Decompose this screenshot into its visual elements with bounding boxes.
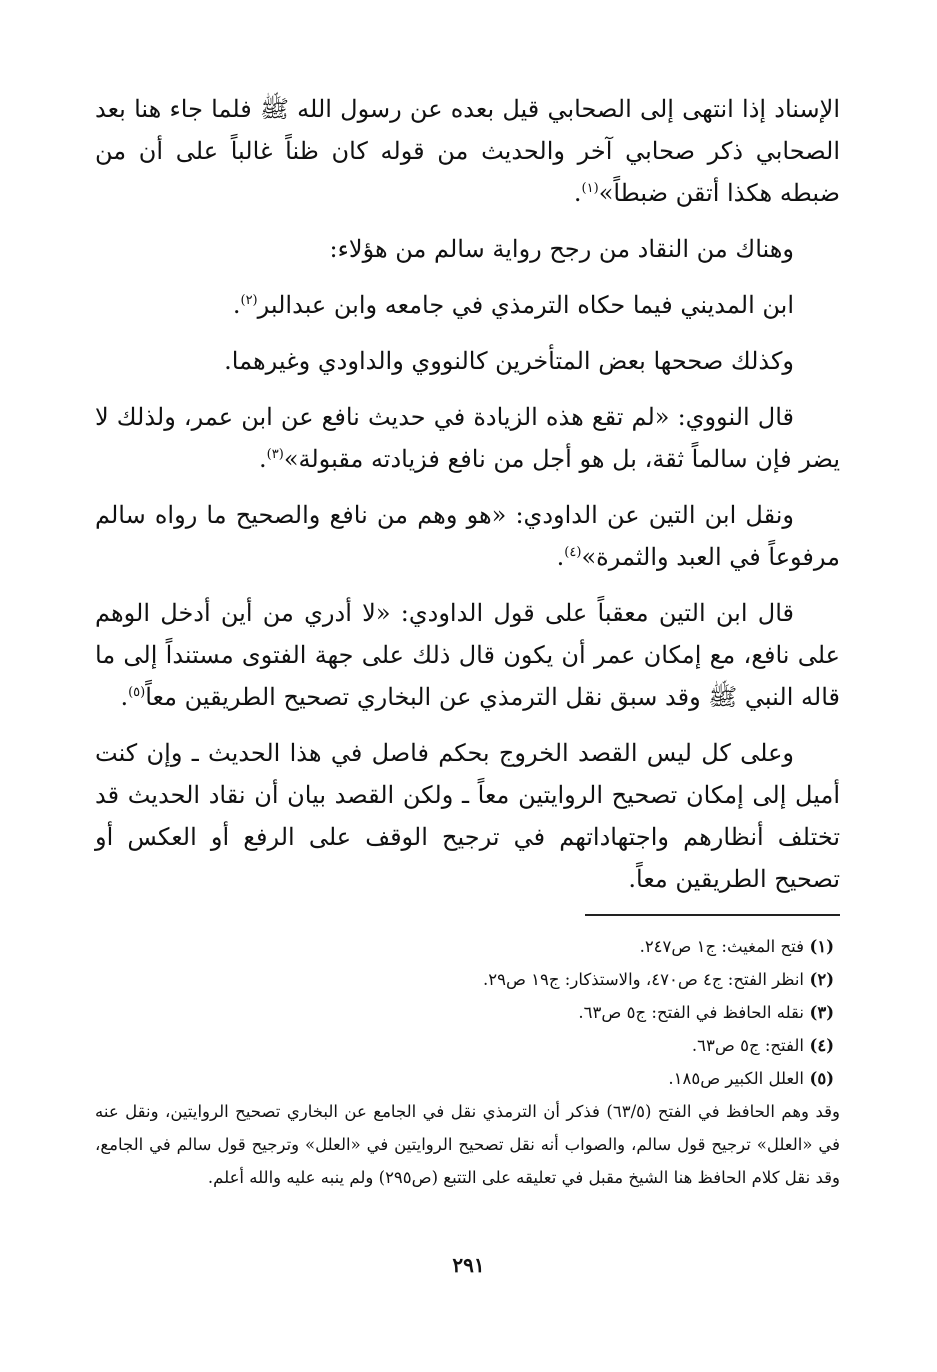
footnote-ref-2: (٢)	[240, 293, 258, 308]
footnote-text: العلل الكبير ص١٨٥.	[668, 1069, 804, 1088]
footnote-text: فتح المغيث: ج١ ص٢٤٧.	[639, 937, 804, 956]
footnote-text: نقله الحافظ في الفتح: ج٥ ص٦٣.	[578, 1003, 804, 1022]
footnote-ref-3: (٣)	[266, 447, 284, 462]
paragraph-text: ابن المديني فيما حكاه الترمذي في جامعه وابن عبدالبر	[257, 291, 794, 319]
paragraph-8	[95, 732, 840, 900]
footnote-4	[95, 1029, 840, 1062]
footnote-2	[95, 963, 840, 996]
main-text	[95, 88, 840, 900]
paragraph-text: ونقل ابن التين عن الداودي: «هو وهم من نافع والصحيح ما رواه سالم مرفوعاً في العبد والثمرة»	[95, 501, 840, 571]
footnote-5	[95, 1062, 840, 1095]
footnote-1	[95, 930, 840, 963]
paragraph-2	[95, 228, 840, 270]
paragraph-text: قال ابن التين معقباً على قول الداودي: «لا أدري من أين أدخل الوهم على نافع، مع إمكان عمر أن يكون قال ذلك على جهة الفتوى مستنداً إلى ما قاله النبي ﷺ وقد سبق نقل الترمذي عن البخاري تصحيح الطريقين معاً	[95, 599, 840, 711]
footnote-ref-5: (٥)	[128, 685, 146, 700]
paragraph-text: وكذلك صححها بعض المتأخرين كالنووي والداودي وغيرهما.	[224, 347, 794, 375]
footnote-number: (٥)	[809, 1069, 834, 1088]
footnote-number: (١)	[809, 937, 834, 956]
paragraph-text: قال النووي: «لم تقع هذه الزيادة في حديث نافع عن ابن عمر، ولذلك لا يضر فإن سالماً ثقة، بل هو أجل من نافع فزيادته مقبولة»	[95, 403, 840, 473]
paragraph-text: وهناك من النقاد من رجح رواية سالم من هؤلاء:	[329, 235, 794, 263]
paragraph-text: وعلى كل ليس القصد الخروج بحكم فاصل في هذا الحديث ـ وإن كنت أميل إلى إمكان تصحيح الروايتين معاً ـ ولكن القصد بيان أن نقاد الحديث قد تختلف أنظارهم واجتهاداتهم في ترجيح الوقف على الرفع أو العكس أو تصحيح الطريقين معاً.	[95, 739, 840, 893]
footnote-text: انظر الفتح: ج٤ ص٤٧٠، والاستذكار: ج١٩ ص٢٩.	[482, 970, 804, 989]
footnote-separator	[585, 914, 840, 916]
paragraph-5: قال النووي: «لم تقع هذه الزيادة في حديث نافع عن ابن عمر، ولذلك لا يضر فإن سالماً ثقة، بل هو أجل من نافع فزيادته مقبولة»$^{(٣)}$.	[95, 403, 840, 473]
paragraph-3: ابن المديني فيما حكاه الترمذي في جامعه وابن عبدالبر$^{(٢)}$.	[232, 291, 794, 319]
paragraph-6: ونقل ابن التين عن الداودي: «هو وهم من نافع والصحيح ما رواه سالم مرفوعاً في العبد والثمرة»$^{(٤)}$.	[95, 501, 840, 571]
footnote-number: (٢)	[809, 970, 834, 989]
footnote-number: (٤)	[809, 1036, 834, 1055]
footnote-number: (٣)	[809, 1003, 834, 1022]
footnote-ref-1: (١)	[581, 181, 599, 196]
paragraph-4	[95, 340, 840, 382]
paragraph-7: قال ابن التين معقباً على قول الداودي: «لا أدري من أين أدخل الوهم على نافع، مع إمكان عمر أن يكون قال ذلك على جهة الفتوى مستنداً إلى ما قاله النبي ﷺ وقد سبق نقل الترمذي عن البخاري تصحيح الطريقين معاً$^{(٥)}$.	[95, 599, 840, 711]
footnote-3	[95, 996, 840, 1029]
footnotes	[95, 930, 840, 1194]
paragraph-text: الإسناد إذا انتهى إلى الصحابي قيل بعده عن رسول الله ﷺ فلما جاء هنا بعد الصحابي ذكر صحابي آخر والحديث من قوله كان ظناً غالباً على أن من ضبطه هكذا أتقن ضبطاً»	[95, 95, 840, 207]
document-page	[95, 88, 840, 1194]
footnote-5-continuation: وقد وهم الحافظ في الفتح (٦٣/٥) فذكر أن الترمذي نقل في الجامع عن البخاري تصحيح الروايتين، ونقل عنه في «العلل» ترجيح قول سالم، والصواب أنه نقل تصحيح الروايتين في «العلل» وترجيح قول سالم في الجامع، وقد نقل كلام الحافظ هنا الشيخ مقبل في تعليقه على التتبع (ص٢٩٥) ولم ينبه عليه والله أعلم.	[95, 1102, 840, 1187]
footnote-text: الفتح: ج٥ ص٦٣.	[691, 1036, 804, 1055]
footnote-ref-4: (٤)	[564, 545, 582, 560]
paragraph-1: الإسناد إذا انتهى إلى الصحابي قيل بعده عن رسول الله ﷺ فلما جاء هنا بعد الصحابي ذكر صحابي آخر والحديث من قوله كان ظناً غالباً على أن من ضبطه هكذا أتقن ضبطاً»$^{(١)}$.	[95, 95, 840, 207]
page-number: ٢٩١	[452, 1253, 485, 1277]
